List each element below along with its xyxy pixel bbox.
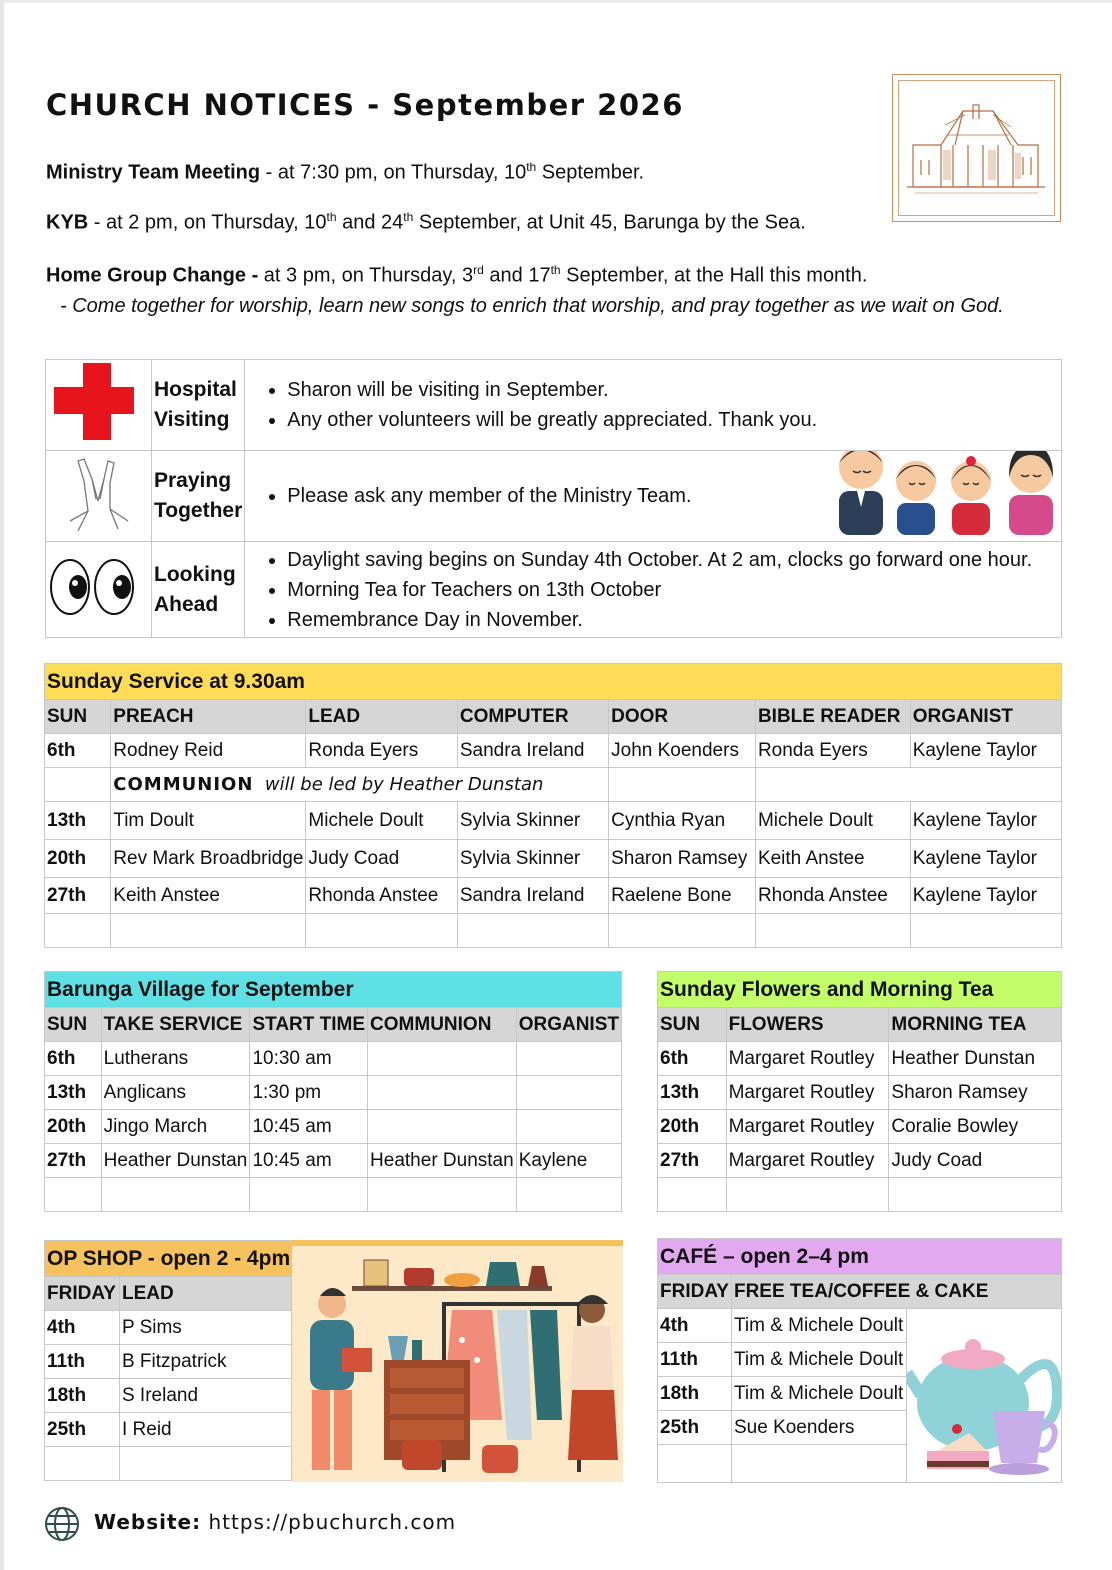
communion-text: will be led by Heather Dunstan (264, 774, 544, 795)
table-header-row: SUN TAKE SERVICE START TIME COMMUNION ORGANIST (45, 1008, 622, 1042)
teapot-cake-icon (907, 1311, 1061, 1481)
table-row: 11th Tim & Michele Doult (658, 1343, 1062, 1377)
table-row: 25th I Reid (45, 1413, 292, 1447)
barunga-table (44, 1007, 622, 1212)
info-label-looking-ahead: Looking Ahead (152, 542, 245, 638)
table-row: 27th Margaret Routley Judy Coad (658, 1144, 1062, 1178)
table-row: 20th Margaret Routley Coralie Bowley (658, 1110, 1062, 1144)
info-row-praying (46, 451, 1062, 542)
cafe-table (657, 1274, 1062, 1483)
col-header: ORGANIST (910, 700, 1061, 734)
col-header: SUN (45, 700, 111, 734)
info-item: • Remembrance Day in November. (287, 605, 1059, 635)
table-row-empty (658, 1178, 1062, 1212)
notice-home-group: Home Group Change - at 3 pm, on Thursday, 3rd and 17th September, at the Hall this month. (46, 263, 868, 287)
col-header: PREACH (111, 700, 306, 734)
page-title: CHURCH NOTICES - September 2026 (46, 88, 684, 122)
table-row: 27th Keith Anstee Rhonda Anstee Sandra Ireland Raelene Bone Rhonda Anstee Kaylene Taylor (45, 878, 1062, 914)
table-row: 13th Tim Doult Michele Doult Sylvia Skinner Cynthia Ryan Michele Doult Kaylene Taylor (45, 802, 1062, 840)
table-row-empty (45, 1447, 292, 1481)
info-label-hospital: Hospital Visiting (152, 360, 245, 451)
table-row: 4th P Sims (45, 1311, 292, 1345)
page-edge-top (0, 0, 1112, 3)
info-row-hospital (46, 360, 1062, 451)
sunday-service-title: Sunday Service at 9.30am (44, 663, 1062, 700)
opshop-table (44, 1276, 292, 1481)
table-row: 11th B Fitzpatrick (45, 1345, 292, 1379)
info-item: • Any other volunteers will be greatly appreciated. Thank you. (287, 405, 1059, 435)
col-header: COMPUTER (457, 700, 608, 734)
church-sketch-image (892, 74, 1061, 222)
page-edge (0, 0, 4, 1570)
website-link[interactable]: https://pbuchurch.com (208, 1510, 457, 1534)
eyes-icon (46, 542, 152, 638)
website-label: Website: (94, 1510, 202, 1534)
table-row: 20th Rev Mark Broadbridge Judy Coad Sylvia Skinner Sharon Ramsey Keith Anstee Kaylene Taylor (45, 840, 1062, 878)
praying-family-icon (831, 451, 1062, 538)
table-header-row: SUN FLOWERS MORNING TEA (658, 1008, 1062, 1042)
table-header-row: FRIDAY FREE TEA/COFFEE & CAKE (658, 1275, 1062, 1309)
communion-label: COMMUNION (113, 774, 254, 795)
table-header-row (45, 700, 1062, 734)
notice-ministry-meeting: Ministry Team Meeting - at 7:30 pm, on Thursday, 10th September. (46, 160, 645, 184)
info-item: • Please ask any member of the Ministry Team. (287, 481, 1059, 511)
sunday-service-table (44, 699, 1062, 948)
table-row: 6th Rodney Reid Ronda Eyers Sandra Ireland John Koenders Ronda Eyers Kaylene Taylor (45, 734, 1062, 768)
cafe-title: CAFÉ – open 2–4 pm (657, 1238, 1062, 1275)
table-header-row: FRIDAY LEAD (45, 1277, 292, 1311)
table-row: 6th Margaret Routley Heather Dunstan (658, 1042, 1062, 1076)
website-line (94, 1510, 456, 1534)
info-label-praying: Praying Together (152, 451, 245, 542)
table-row: 27th Heather Dunstan 10:45 am Heather Dunstan Kaylene (45, 1144, 622, 1178)
notice-kyb: KYB - at 2 pm, on Thursday, 10th and 24th September, at Unit 45, Barunga by the Sea. (46, 210, 806, 234)
table-row: 18th Tim & Michele Doult (658, 1377, 1062, 1411)
communion-row (45, 768, 1062, 802)
flowers-table (657, 1007, 1062, 1212)
info-item: • Daylight saving begins on Sunday 4th October. At 2 am, clocks go forward one hour. (287, 545, 1059, 575)
table-row: 6th Lutherans 10:30 am (45, 1042, 622, 1076)
table-row: 13th Anglicans 1:30 pm (45, 1076, 622, 1110)
col-header: LEAD (306, 700, 457, 734)
red-cross-icon (46, 360, 152, 451)
table-row-empty (45, 914, 1062, 948)
info-item: • Sharon will be visiting in September. (287, 375, 1059, 405)
info-item: • Morning Tea for Teachers on 13th October (287, 575, 1059, 605)
barunga-title: Barunga Village for September (44, 971, 622, 1008)
church-drawing-icon (893, 75, 1062, 223)
col-header: DOOR (609, 700, 756, 734)
info-row-looking-ahead (46, 542, 1062, 638)
flowers-title: Sunday Flowers and Morning Tea (657, 971, 1062, 1008)
col-header: BIBLE READER (755, 700, 910, 734)
notice-home-group-note: - Come together for worship, learn new songs to enrich that worship, and pray together as we wait on God. (60, 295, 1004, 317)
globe-icon (44, 1506, 80, 1542)
table-row: 4th Tim & Michele Doult (658, 1309, 1062, 1343)
table-row: 20th Jingo March 10:45 am (45, 1110, 622, 1144)
opshop-title: OP SHOP - open 2 - 4pm (44, 1240, 292, 1277)
table-row: 25th Sue Koenders (658, 1411, 1062, 1445)
op-shop-illustration-icon (292, 1240, 623, 1482)
table-row: 13th Margaret Routley Sharon Ramsey (658, 1076, 1062, 1110)
table-row-empty (45, 1178, 622, 1212)
table-row: 18th S Ireland (45, 1379, 292, 1413)
info-table (45, 359, 1062, 638)
praying-hands-icon (46, 451, 152, 542)
